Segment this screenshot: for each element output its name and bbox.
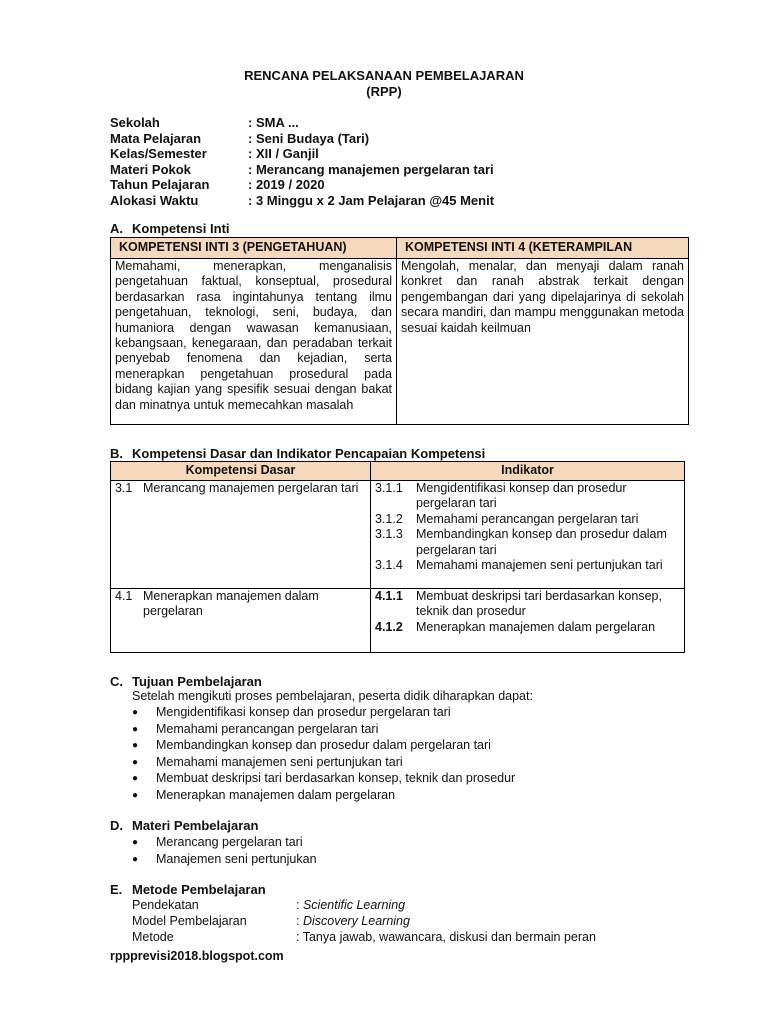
bullet-icon: ● bbox=[132, 773, 139, 784]
list-item bbox=[132, 755, 533, 772]
section-d-heading bbox=[110, 818, 258, 834]
indicator-text: Memahami manajemen seni pertunjukan tari bbox=[416, 558, 663, 573]
meta-value: : XII / Ganjil bbox=[248, 146, 319, 161]
list-item-text: Merancang pergelaran tari bbox=[156, 835, 303, 849]
bullet-icon: ● bbox=[132, 740, 139, 751]
metode-value-text: Scientific Learning bbox=[302, 898, 406, 912]
indicator-number: 4.1.1 bbox=[375, 589, 403, 603]
metode-value: : Scientific Learning bbox=[296, 898, 406, 912]
indicator-item bbox=[375, 620, 680, 635]
metode-row bbox=[132, 930, 596, 946]
meta-row-materi bbox=[110, 162, 494, 178]
indicator-item bbox=[375, 589, 680, 620]
metode-block bbox=[132, 898, 596, 946]
kd-item bbox=[115, 589, 366, 620]
section-title: Materi Pembelajaran bbox=[132, 818, 259, 833]
section-b-heading bbox=[110, 446, 485, 462]
kd-item bbox=[115, 481, 366, 496]
meta-value: : 2019 / 2020 bbox=[248, 177, 325, 192]
meta-row-tahun bbox=[110, 177, 494, 193]
materi-block bbox=[132, 835, 317, 868]
section-title: Kompetensi Dasar dan Indikator Pencapaian Kompetensi bbox=[132, 446, 486, 461]
section-letter: E. bbox=[110, 882, 123, 897]
indicator-text: Membuat deskripsi tari berdasarkan konsep, teknik dan prosedur bbox=[416, 589, 662, 619]
metode-label: Metode bbox=[132, 930, 174, 944]
list-item bbox=[132, 852, 317, 869]
list-item-text: Membuat deskripsi tari berdasarkan konsep, teknik dan prosedur bbox=[156, 771, 516, 785]
metode-value-text: Tanya jawab, wawancara, diskusi dan bermain peran bbox=[302, 930, 596, 944]
tujuan-intro: Setelah mengikuti proses pembelajaran, peserta didik diharapkan dapat: bbox=[132, 689, 533, 703]
indicator-item bbox=[375, 558, 680, 573]
indicator-number: 3.1.3 bbox=[375, 527, 403, 542]
bullet-icon: ● bbox=[132, 789, 139, 801]
section-letter: A. bbox=[110, 221, 123, 236]
section-title: Kompetensi Inti bbox=[132, 221, 230, 236]
kompetensi-inti-table bbox=[110, 237, 689, 425]
bullet-icon: ● bbox=[132, 723, 139, 735]
title-line-1: RENCANA PELAKSANAAN PEMBELAJARAN bbox=[244, 68, 524, 83]
bullet-icon: ● bbox=[132, 756, 139, 768]
metode-value-text: Discovery Learning bbox=[302, 914, 410, 928]
title-line-2: (RPP) bbox=[366, 84, 402, 99]
meta-value: : Merancang manajemen pergelaran tari bbox=[248, 161, 494, 177]
section-a-heading bbox=[110, 221, 230, 237]
meta-label: Sekolah bbox=[110, 115, 160, 130]
list-item-text: Menerapkan manajemen dalam pergelaran bbox=[156, 787, 396, 802]
meta-row-kelas bbox=[110, 146, 494, 162]
table-row bbox=[111, 481, 685, 589]
meta-row-alokasi bbox=[110, 193, 494, 209]
kompetensi-dasar-table bbox=[110, 461, 685, 653]
meta-value: : SMA ... bbox=[248, 115, 299, 130]
section-title: Tujuan Pembelajaran bbox=[132, 674, 262, 689]
kd-cell bbox=[111, 589, 371, 653]
indicator-number: 3.1.2 bbox=[375, 511, 403, 526]
ki4-header: KOMPETENSI INTI 4 (KETERAMPILAN bbox=[397, 238, 689, 259]
list-item-text: Mengidentifikasi konsep dan prosedur pergelaran tari bbox=[156, 705, 451, 719]
tujuan-block bbox=[132, 689, 533, 804]
footer-watermark: rppprevisi2018.blogspot.com bbox=[110, 949, 284, 963]
list-item bbox=[132, 738, 533, 755]
meta-row-mapel bbox=[110, 131, 494, 147]
section-letter: B. bbox=[110, 446, 123, 461]
ki4-text: Mengolah, menalar, dan menyaji dalam ranah konkret dan ranah abstrak terkait dengan pengembangan dari yang dipelajarinya di sekolah secara mandiri, dan mampu menggunakan metoda sesuai kaidah keilmuan bbox=[397, 259, 689, 425]
ki3-text: Memahami, menerapkan, menganalisis pengetahuan faktual, konseptual, prosedural berdasarkan rasa ingintahunya tentang ilmu pengetahuan, teknologi, seni, budaya, dan humaniora dengan wawasan kemanusiaan, kebangsaan, kenegaraan, dan peradaban terkait penyebab fenomena dan kejadian, serta menerapkan pengetahuan prosedural pada bidang kajian yang spesifik sesuai dengan bakat dan minatnya untuk memecahkan masalah bbox=[111, 259, 397, 425]
list-item-text: Manajemen seni pertunjukan bbox=[156, 851, 317, 866]
meta-value: : 3 Minggu x 2 Jam Pelajaran @45 Menit bbox=[248, 192, 495, 208]
kd-number: 4.1 bbox=[115, 589, 133, 603]
identity-block bbox=[110, 115, 494, 208]
indicator-item bbox=[375, 481, 680, 512]
metode-row bbox=[132, 914, 596, 930]
indicator-text: Membandingkan konsep dan prosedur dalam pergelaran tari bbox=[416, 527, 667, 557]
section-letter: C. bbox=[110, 674, 123, 689]
meta-label: Mata Pelajaran bbox=[110, 130, 202, 146]
metode-label: Model Pembelajaran bbox=[132, 914, 247, 928]
ki3-header: KOMPETENSI INTI 3 (PENGETAHUAN) bbox=[111, 238, 397, 259]
section-c-heading bbox=[110, 674, 262, 690]
metode-row bbox=[132, 898, 596, 914]
table-header-row bbox=[111, 462, 685, 481]
kd-number: 3.1 bbox=[115, 481, 133, 495]
list-item bbox=[132, 771, 533, 788]
meta-row-sekolah bbox=[110, 115, 494, 131]
bullet-icon: ● bbox=[132, 853, 139, 865]
indicator-text: Mengidentifikasi konsep dan prosedur pergelaran tari bbox=[416, 481, 627, 511]
kd-cell bbox=[111, 481, 371, 589]
meta-value: : Seni Budaya (Tari) bbox=[248, 130, 370, 146]
list-item bbox=[132, 722, 533, 739]
indicator-item bbox=[375, 527, 680, 558]
metode-label: Pendekatan bbox=[132, 898, 199, 912]
indikator-cell bbox=[371, 481, 685, 589]
table-header-row bbox=[111, 238, 689, 259]
metode-value: : Tanya jawab, wawancara, diskusi dan bermain peran bbox=[296, 930, 596, 944]
kd-text: Menerapkan manajemen dalam pergelaran bbox=[143, 589, 319, 619]
bullet-icon: ● bbox=[132, 707, 139, 718]
meta-label: Alokasi Waktu bbox=[110, 192, 199, 208]
indikator-cell bbox=[371, 589, 685, 653]
list-item-text: Membandingkan konsep dan prosedur dalam pergelaran tari bbox=[156, 738, 491, 752]
indikator-header: Indikator bbox=[371, 462, 685, 481]
indicator-number: 3.1.4 bbox=[375, 558, 403, 573]
list-item bbox=[132, 788, 533, 805]
indicator-text: Menerapkan manajemen dalam pergelaran bbox=[416, 619, 656, 634]
metode-value: : Discovery Learning bbox=[296, 914, 410, 928]
list-item bbox=[132, 835, 317, 852]
kd-text: Merancang manajemen pergelaran tari bbox=[143, 481, 359, 495]
kd-header: Kompetensi Dasar bbox=[111, 462, 371, 481]
list-item bbox=[132, 705, 533, 722]
table-row bbox=[111, 589, 685, 653]
section-letter: D. bbox=[110, 818, 123, 833]
indicator-item bbox=[375, 512, 680, 527]
list-item-text: Memahami perancangan pergelaran tari bbox=[156, 721, 379, 736]
indicator-text: Memahami perancangan pergelaran tari bbox=[416, 511, 639, 526]
section-title: Metode Pembelajaran bbox=[132, 882, 266, 897]
bullet-icon: ● bbox=[132, 837, 139, 848]
indicator-number: 3.1.1 bbox=[375, 481, 403, 495]
meta-label: Tahun Pelajaran bbox=[110, 177, 210, 192]
section-e-heading bbox=[110, 882, 266, 898]
meta-label: Kelas/Semester bbox=[110, 146, 207, 161]
meta-label: Materi Pokok bbox=[110, 161, 191, 177]
table-row bbox=[111, 259, 689, 425]
list-item-text: Memahami manajemen seni pertunjukan tari bbox=[156, 754, 403, 769]
indicator-number: 4.1.2 bbox=[375, 619, 403, 634]
document-title bbox=[0, 68, 768, 100]
